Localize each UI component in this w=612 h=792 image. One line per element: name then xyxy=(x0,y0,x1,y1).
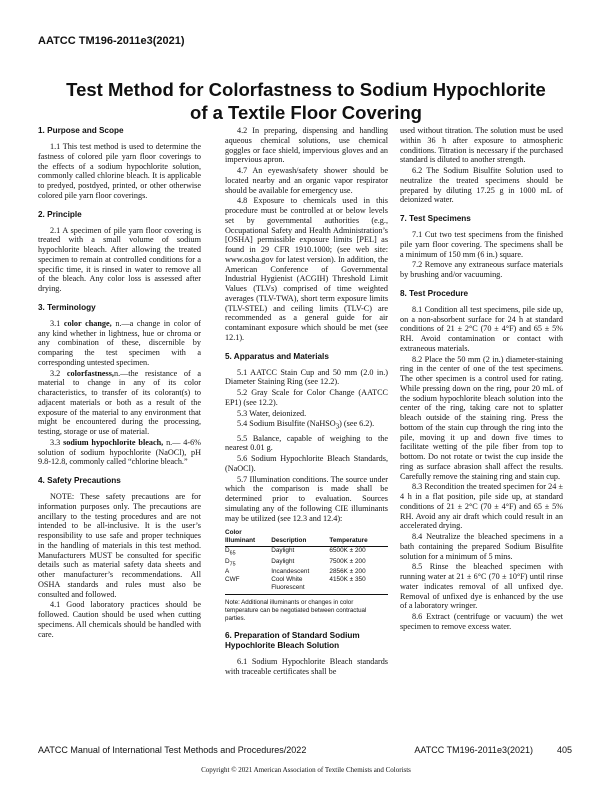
paragraph-6-2: 6.2 The Sodium Bisulfite Solution used to neutralize the treated specimens should be prepared by diluting 17.25 g in 1000 mL of deionized water. xyxy=(400,166,563,205)
term-3-1 xyxy=(38,319,201,368)
cell-temperature: 4150K ± 350 xyxy=(329,575,366,583)
paragraph-4-7: 4.7 An eyewash/safety shower should be located nearby and an organic vapor respirator should be available for emergency use. xyxy=(225,166,388,195)
term-definition: n.— 4-6% solution of sodium hypochlorite (NaOCl), pH 9.8-12.8, commonly called “chlorine bleach.” xyxy=(38,437,201,467)
safety-note: NOTE: These safety precautions are for information purposes only. The precautions are ancillary to the testing procedures and are not intended to be all-inclusive. It is the user’s responsibility to use safe and proper techniques in the handling of materials in this test method. Manufacturers MUST be consulted for specific details such as material safety data sheets and other manufacturer’s recommendations. All OSHA standards and rules must also be consulted and followed. xyxy=(38,492,201,599)
footer-manual-title: AATCC Manual of International Test Methods and Procedures/2022 xyxy=(38,745,307,755)
paragraph-5-1: 5.1 AATCC Stain Cup and 50 mm (2.0 in.) Diameter Staining Ring (see 12.2). xyxy=(225,367,388,387)
table-row xyxy=(225,547,388,558)
footer-standard-id: AATCC TM196-2011e3(2021) xyxy=(414,745,533,755)
paragraph-5-6: 5.6 Sodium Hypochlorite Bleach Standards, (NaOCl). xyxy=(225,454,388,473)
illuminant-table xyxy=(225,529,388,595)
paragraph-4-8: 4.8 Exposure to chemicals used in this procedure must be controlled at or below levels set by governmental authorities (e.g., Occupational Safety and Health Administration’s [OSHA] permissible exposure limits [PEL] as found in 29 CFR 1910.1000; (see web site: www.osha.gov for latest version). In addition, the American Conference of Governmental Industrial Hygienist (ACGIH) Threshold Limit Values (TLVs) comprised of time weighted averages (TLV-TWA), short term exposure limits (TLV-STEL) and ceiling limits (TLV-C) are recommended as a general guide for air contaminant exposure which should be met (see 12.1). xyxy=(225,196,388,342)
subscript: 75 xyxy=(229,560,236,567)
paragraph-8-2: 8.2 Place the 50 mm (2 in.) diameter-staining ring in the center of one of the test specimens. The other specimen is a control used for rating. While pressing down on the ring, pour 20 mL of the sodium hypochlorite bleach solution into the center of the ring, taking care not to splatter bleach outside of the staining ring. Press the bottom of the stain cup through the ring into the pile, moving it up and down five times to facilitate wetting of the pile fiber from top to bottom. Do not rotate or twist the cup inside the ring as surface abrasion shall affect the results. Carefully remove the staining ring and stain cup. xyxy=(400,354,563,481)
section-heading-safety: 4. Safety Precautions xyxy=(38,476,121,485)
paragraph-6-1-continued: used without titration. The solution must be used within 36 h after exposure to atmospheric conditions. Titration is necessary if the purchased standard is diluted to another strength. xyxy=(400,126,563,165)
term-name: color change, xyxy=(63,318,112,328)
term-name: sodium hypochlorite bleach, xyxy=(63,437,164,447)
paragraph-2-1: 2.1 A specimen of pile yarn floor covering is treated with a small volume of sodium hypochlorite bleach. After allowing the treated specimen to remain at controlled conditions for a specific time, it is rinsed in water to remove all of the bleach. Any color loss is assessed after drying. xyxy=(38,225,201,293)
cell-illuminant: CWF xyxy=(225,575,240,583)
section-heading-purpose: 1. Purpose and Scope xyxy=(38,126,124,135)
title-line-1: Test Method for Colorfastness to Sodium Hypochlorite xyxy=(66,79,546,100)
term-definition: n.—a change in color of any kind whether in lightness, hue or chroma or any combination of these, discernible by comparing the test specimen with a corresponding untested specimen. xyxy=(38,318,202,367)
cell-empty xyxy=(329,584,388,595)
table-header-illuminant xyxy=(225,529,271,547)
term-3-2 xyxy=(38,369,201,437)
table-note: Note: Additional illuminants or changes in color temperature can be negotiated between contractual parties. xyxy=(225,598,367,622)
header-text: Illuminant xyxy=(225,537,256,545)
paragraph-4-2: 4.2 In preparing, dispensing and handling aqueous chemical solutions, use chemical goggles or face shield, impervious gloves and an impervious apron. xyxy=(225,126,388,165)
cell-empty xyxy=(225,584,271,595)
term-definition: n.—the resistance of a material to change in any of its color characteristics, to transfer of its colorant(s) to adjacent materials or both as a result of the exposure of the material to any environment that might be encountered during the processing, testing, storage or use of material. xyxy=(38,368,201,436)
page-number: 405 xyxy=(556,745,572,755)
table-header-row xyxy=(225,529,388,547)
table-row xyxy=(225,568,388,576)
column-1 xyxy=(38,126,201,640)
column-2 xyxy=(225,126,388,678)
cell-text: D xyxy=(225,547,230,555)
paragraph-8-3: 8.3 Recondition the treated specimen for 24 ± 4 h in a flat position, pile side up, at standard conditions of 21 ± 2°C (70 ± 4°F) and 65 ± 5% RH. Avoid any air draft which could result in an accelerated drying. xyxy=(400,482,563,531)
column-3 xyxy=(400,126,563,633)
term-name: colorfastness, xyxy=(66,368,114,378)
section-heading-principle: 2. Principle xyxy=(38,209,82,219)
term-number: 3.1 xyxy=(50,318,61,328)
table-header-temperature: Temperature xyxy=(329,529,388,547)
cell-temperature: 7500K ± 200 xyxy=(329,557,366,565)
paragraph-8-6: 8.6 Extract (centrifuge or vacuum) the wet specimen to remove excess water. xyxy=(400,612,563,631)
table-row xyxy=(225,558,388,568)
paragraph-6-1: 6.1 Sodium Hypochlorite Bleach standards with traceable certificates shall be xyxy=(225,657,388,677)
paragraph-5-2: 5.2 Gray Scale for Color Change (AATCC EP1) (see 12.2). xyxy=(225,388,388,407)
header-standard-id: AATCC TM196-2011e3(2021) xyxy=(38,35,185,47)
paragraph-5-7: 5.7 Illumination conditions. The source under which the comparison is made shall be determined prior to evaluation. Sources simulating any of the following CIE illuminants may be utilized (see 12.3 and 12.4): xyxy=(225,474,388,523)
paragraph-5-4 xyxy=(225,419,388,432)
page-title xyxy=(40,78,572,124)
section-heading-procedure: 8. Test Procedure xyxy=(400,288,469,298)
footer-right xyxy=(414,745,572,755)
paragraph-5-5: 5.5 Balance, capable of weighing to the nearest 0.01 g. xyxy=(225,433,388,453)
subscript: 3 xyxy=(335,423,340,431)
paragraph-8-5: 8.5 Rinse the bleached specimen with running water at 21 ± 6°C (70 ± 10°F) until rinse water indicates removal of all unfixed dye. Removal of unfixed dye is enhanced by the use of a laboratory wringer. xyxy=(400,562,563,611)
text-run: 5.4 Sodium Bisulfite (NaHSO xyxy=(237,419,336,429)
paragraph-7-2: 7.2 Remove any extraneous surface materials by brushing and/or vacuuming. xyxy=(400,260,563,279)
cell-description: Cool White xyxy=(271,575,303,583)
copyright-notice: Copyright © 2021 American Association of Textile Chemists and Colorists xyxy=(201,766,411,774)
table-header-description: Description xyxy=(271,529,329,547)
paragraph-7-1: 7.1 Cut two test specimens from the finished pile yarn floor covering. The specimens shall be a minimum of 150 mm (6 in.) square. xyxy=(400,230,563,259)
section-heading-preparation: 6. Preparation of Standard Sodium Hypochlorite Bleach Solution xyxy=(225,631,360,651)
section-heading-apparatus: 5. Apparatus and Materials xyxy=(225,351,329,361)
paragraph-1-1: 1.1 This test method is used to determine the fastness of colored pile yarn floor coverings to the effects of a sodium hypochlorite solution, commonly called chlorine bleach. It is applicable to predyed, postdyed, printed, or other otherwise colored pile yarn floor coverings. xyxy=(38,142,201,200)
text-run: ) (see 6.2). xyxy=(339,419,375,429)
cell-description: Incandescent xyxy=(271,567,310,575)
paragraph-8-1: 8.1 Condition all test specimens, pile side up, on a non-absorbent surface for 24 h at standard conditions of 21 ± 2°C (70 ± 4°F) and 65 ± 5% RH. Avoid contamination or contact with extraneous materials. xyxy=(400,304,563,353)
table-row xyxy=(225,584,388,595)
section-heading-terminology: 3. Terminology xyxy=(38,302,96,312)
term-number: 3.2 xyxy=(50,368,61,378)
paragraph-8-4: 8.4 Neutralize the bleached specimens in a bath containing the prepared Sodium Bisulfite solution for a minimum of 5 mins. xyxy=(400,532,563,561)
paragraph-4-1: 4.1 Good laboratory practices should be followed. Caution should be used when cutting specimens. All chemicals should be handled with care. xyxy=(38,600,201,639)
cell-temperature: 2856K ± 200 xyxy=(329,567,366,575)
cell-text: D xyxy=(225,557,230,565)
cell-illuminant xyxy=(225,547,271,558)
section-heading-specimens: 7. Test Specimens xyxy=(400,214,471,223)
term-3-3 xyxy=(38,438,201,467)
table-row xyxy=(225,576,388,584)
term-number: 3.3 xyxy=(50,437,61,447)
cell-illuminant: A xyxy=(225,567,230,575)
cell-illuminant xyxy=(225,558,271,568)
cell-description: Daylight xyxy=(271,557,295,565)
cell-description: Daylight xyxy=(271,547,295,555)
cell-temperature: 6500K ± 200 xyxy=(329,547,366,555)
paragraph-5-3: 5.3 Water, deionized. xyxy=(237,408,307,418)
title-line-2: of a Textile Floor Covering xyxy=(190,102,422,123)
cell-description: Fluorescent xyxy=(271,584,329,595)
header-text: Color xyxy=(225,529,242,537)
subscript: 65 xyxy=(229,550,236,557)
